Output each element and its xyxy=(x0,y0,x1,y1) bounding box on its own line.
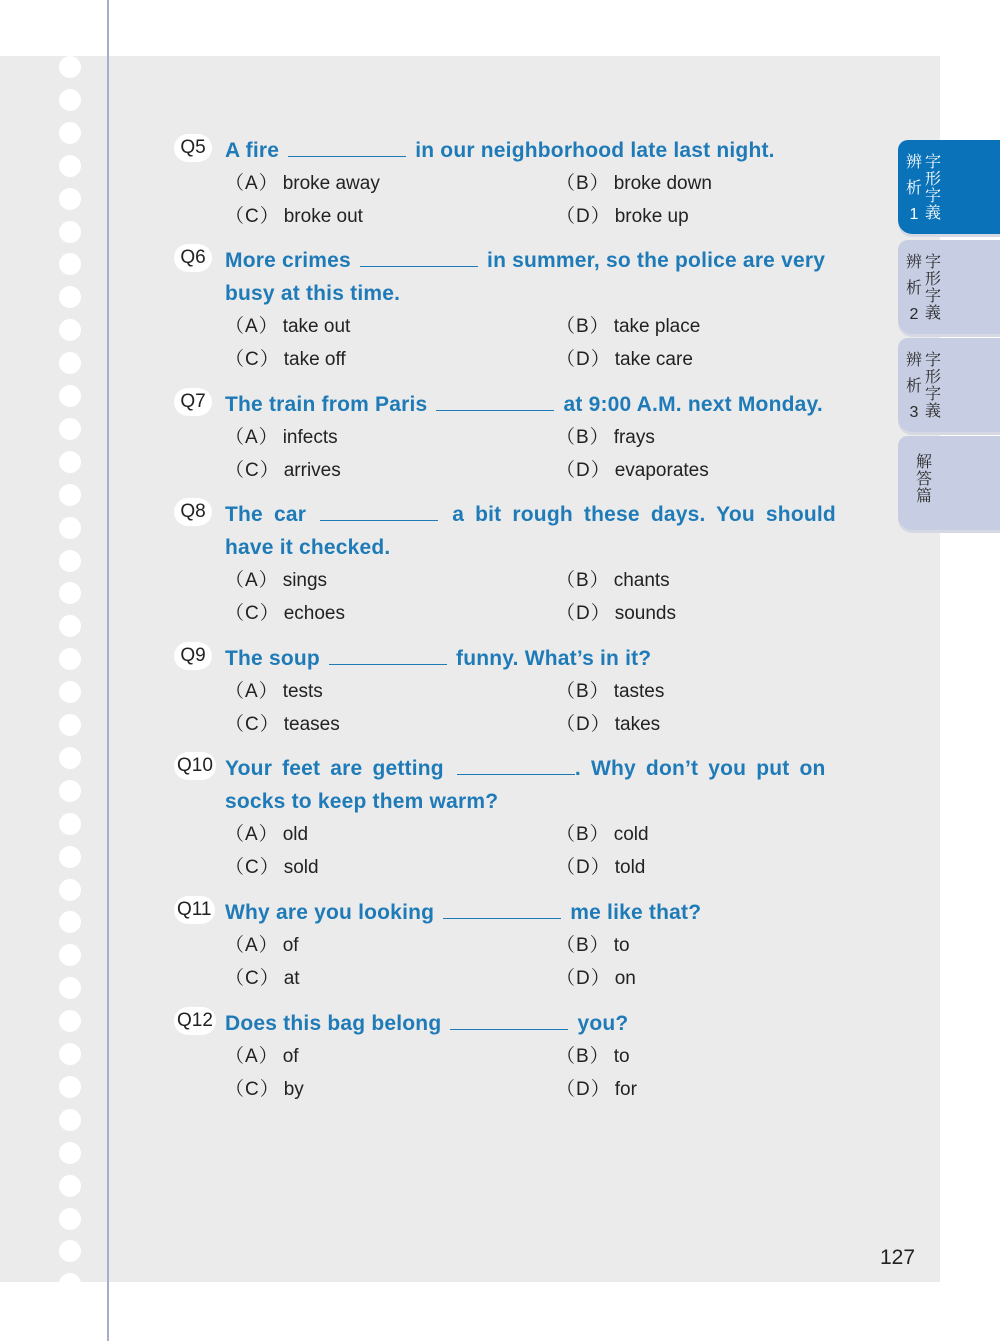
option-letter: （A） xyxy=(225,681,279,702)
option-b[interactable] xyxy=(556,675,856,708)
option-text: told xyxy=(614,857,646,878)
binder-hole xyxy=(59,681,81,703)
binder-hole xyxy=(59,1175,81,1197)
binder-hole xyxy=(59,484,81,506)
stem-before-blank: The train from Paris xyxy=(225,393,428,416)
option-text: to xyxy=(613,935,630,956)
question-number: Q10 xyxy=(174,752,216,780)
option-letter: （A） xyxy=(225,316,279,337)
option-letter: （D） xyxy=(556,349,611,370)
binder-hole xyxy=(59,977,81,999)
tab-col2-char3: 字 xyxy=(924,288,941,305)
binder-hole xyxy=(59,1109,81,1131)
option-letter: （B） xyxy=(556,427,610,448)
margin-line xyxy=(107,0,109,1341)
option-letter: （C） xyxy=(225,1079,280,1100)
binder-hole xyxy=(59,846,81,868)
binder-hole xyxy=(59,780,81,802)
options-grid xyxy=(225,1040,884,1106)
binder-hole xyxy=(59,122,81,144)
binder-hole xyxy=(59,517,81,539)
stem-after-blank: in summer, so the police are very xyxy=(487,249,826,272)
tab-answers[interactable] xyxy=(898,436,1000,530)
option-text: to xyxy=(613,1046,630,1067)
stem-before-blank: Why are you looking xyxy=(225,901,435,924)
option-letter: （D） xyxy=(556,968,611,989)
option-letter: （C） xyxy=(225,349,280,370)
binder-hole xyxy=(59,911,81,933)
option-letter: （B） xyxy=(556,1046,610,1067)
question-q9 xyxy=(174,642,884,741)
question-q6 xyxy=(174,244,884,376)
option-text: take care xyxy=(614,349,693,370)
option-letter: （C） xyxy=(225,460,280,481)
question-stem xyxy=(225,642,884,675)
binder-hole xyxy=(59,1273,81,1295)
tab-col2-char2: 形 xyxy=(924,369,941,386)
option-d[interactable] xyxy=(556,708,856,741)
tab-col1-char1: 辨 xyxy=(905,154,922,171)
tab-col2-char2: 形 xyxy=(924,271,941,288)
answer-blank xyxy=(320,504,438,521)
question-stem xyxy=(225,1007,884,1040)
binder-hole xyxy=(59,418,81,440)
question-stem xyxy=(225,752,884,785)
option-text: cold xyxy=(613,824,649,845)
answer-blank xyxy=(288,140,406,157)
option-a[interactable] xyxy=(225,310,556,343)
option-b[interactable] xyxy=(556,929,856,962)
stem-after-blank: me like that? xyxy=(570,901,702,924)
tab-col2-char1: 字 xyxy=(924,254,941,271)
question-q7 xyxy=(174,388,884,487)
option-text: echoes xyxy=(283,603,346,624)
binder-hole xyxy=(59,1208,81,1230)
stem-before-blank: Your feet are getting xyxy=(225,757,444,780)
question-number: Q11 xyxy=(174,896,215,924)
question-q8 xyxy=(174,498,884,630)
binder-hole xyxy=(59,714,81,736)
option-c[interactable] xyxy=(225,454,556,487)
option-text: infects xyxy=(282,427,338,448)
option-letter: （C） xyxy=(225,603,280,624)
question-q5 xyxy=(174,134,884,233)
binder-holes xyxy=(59,56,83,1286)
options-grid xyxy=(225,818,884,884)
tab-col1-char2: 析 xyxy=(905,378,922,395)
tab-col1-char2: 析 xyxy=(905,180,922,197)
option-text: broke away xyxy=(282,173,380,194)
option-letter: （C） xyxy=(225,857,280,878)
question-stem xyxy=(225,896,884,929)
stem-after-blank: in our neighborhood late last night. xyxy=(415,139,775,162)
stem-before-blank: A fire xyxy=(225,139,280,162)
options-grid xyxy=(225,675,884,741)
option-c[interactable] xyxy=(225,343,556,376)
binder-hole xyxy=(59,813,81,835)
options-grid xyxy=(225,310,884,376)
option-text: chants xyxy=(613,570,670,591)
tab-section-1[interactable] xyxy=(898,140,1000,234)
option-text: sounds xyxy=(614,603,677,624)
binder-hole xyxy=(59,155,81,177)
answer-blank xyxy=(360,250,478,267)
binder-hole xyxy=(59,319,81,341)
tab-col2-char1: 字 xyxy=(924,352,941,369)
binder-hole xyxy=(59,56,81,78)
tab-col2-char3: 字 xyxy=(924,386,941,403)
option-letter: （A） xyxy=(225,427,279,448)
stem-before-blank: More crimes xyxy=(225,249,351,272)
option-c[interactable] xyxy=(225,200,556,233)
question-q11 xyxy=(174,896,884,995)
question-number: Q9 xyxy=(174,642,212,670)
stem-after-blank: funny. What’s in it? xyxy=(456,647,652,670)
stem-after-blank: at 9:00 A.M. next Monday. xyxy=(563,393,823,416)
option-text: for xyxy=(614,1079,637,1100)
option-letter: （D） xyxy=(556,857,611,878)
option-d[interactable] xyxy=(556,962,856,995)
stem-before-blank: The car xyxy=(225,503,307,526)
tab-col1-char2: 析 xyxy=(905,280,922,297)
option-letter: （C） xyxy=(225,206,280,227)
tab-answers-char2: 答 xyxy=(915,471,932,488)
option-letter: （C） xyxy=(225,714,280,735)
option-text: takes xyxy=(614,714,661,735)
option-a[interactable] xyxy=(225,818,556,851)
stem-after-blank: a bit rough these days. You should xyxy=(452,503,836,526)
answer-blank xyxy=(457,758,575,775)
stem-after-blank: . Why don’t you put on xyxy=(574,757,826,780)
option-letter: （B） xyxy=(556,316,610,337)
option-text: teases xyxy=(283,714,340,735)
binder-hole xyxy=(59,286,81,308)
stem-before-blank: Does this bag belong xyxy=(225,1012,442,1035)
option-text: take out xyxy=(282,316,351,337)
option-letter: （B） xyxy=(556,935,610,956)
question-stem-line2: have it checked. xyxy=(225,536,391,559)
question-number: Q5 xyxy=(174,134,212,162)
stem-after-blank: you? xyxy=(577,1012,629,1035)
option-text: take off xyxy=(283,349,346,370)
option-a[interactable] xyxy=(225,564,556,597)
option-b[interactable] xyxy=(556,1040,856,1073)
option-letter: （A） xyxy=(225,1046,279,1067)
binder-hole xyxy=(59,944,81,966)
question-stem-line2: busy at this time. xyxy=(225,282,401,305)
tab-number: 1 xyxy=(909,206,919,223)
binder-hole xyxy=(59,1142,81,1164)
binder-hole xyxy=(59,747,81,769)
option-a[interactable] xyxy=(225,1040,556,1073)
option-c[interactable] xyxy=(225,851,556,884)
option-letter: （D） xyxy=(556,714,611,735)
question-q12 xyxy=(174,1007,884,1106)
option-text: broke up xyxy=(614,206,689,227)
tab-col2-char3: 字 xyxy=(924,188,941,205)
option-letter: （A） xyxy=(225,824,279,845)
tab-answers-char3: 篇 xyxy=(915,488,932,505)
option-text: take place xyxy=(613,316,701,337)
option-text: sings xyxy=(282,570,328,591)
option-d[interactable] xyxy=(556,454,856,487)
option-letter: （A） xyxy=(225,935,279,956)
option-letter: （D） xyxy=(556,603,611,624)
tab-section-2[interactable] xyxy=(898,240,1000,334)
tab-number: 3 xyxy=(909,404,919,421)
tab-section-3[interactable] xyxy=(898,338,1000,432)
option-letter: （D） xyxy=(556,1079,611,1100)
binder-hole xyxy=(59,1076,81,1098)
binder-hole xyxy=(59,352,81,374)
question-number: Q12 xyxy=(174,1007,216,1035)
binder-hole xyxy=(59,385,81,407)
stem-before-blank: The soup xyxy=(225,647,320,670)
tab-col2-char4: 義 xyxy=(924,305,941,322)
option-c[interactable] xyxy=(225,597,556,630)
option-a[interactable] xyxy=(225,675,556,708)
question-number: Q8 xyxy=(174,498,212,526)
question-number: Q7 xyxy=(174,388,212,416)
option-c[interactable] xyxy=(225,1073,556,1106)
question-q10 xyxy=(174,752,884,884)
option-text: arrives xyxy=(283,460,341,481)
tab-col1-char1: 辨 xyxy=(905,254,922,271)
answer-blank xyxy=(450,1013,568,1030)
binder-hole xyxy=(59,188,81,210)
binder-hole xyxy=(59,89,81,111)
tab-answers-char1: 解 xyxy=(915,454,932,471)
option-b[interactable] xyxy=(556,564,856,597)
option-text: of xyxy=(282,935,299,956)
option-text: evaporates xyxy=(614,460,709,481)
option-b[interactable] xyxy=(556,167,856,200)
binder-hole xyxy=(59,1043,81,1065)
option-text: broke out xyxy=(283,206,363,227)
option-d[interactable] xyxy=(556,597,856,630)
binder-hole xyxy=(59,648,81,670)
option-text: of xyxy=(282,1046,299,1067)
question-number: Q6 xyxy=(174,244,212,272)
question-stem xyxy=(225,388,884,421)
option-letter: （D） xyxy=(556,460,611,481)
option-letter: （B） xyxy=(556,173,610,194)
option-letter: （B） xyxy=(556,570,610,591)
option-b[interactable] xyxy=(556,421,856,454)
option-text: on xyxy=(614,968,636,989)
option-text: sold xyxy=(283,857,319,878)
question-stem-line2: socks to keep them warm? xyxy=(225,790,499,813)
binder-hole xyxy=(59,1010,81,1032)
binder-hole xyxy=(59,1240,81,1262)
option-c[interactable] xyxy=(225,708,556,741)
binder-hole xyxy=(59,582,81,604)
question-stem xyxy=(225,134,884,167)
option-d[interactable] xyxy=(556,200,856,233)
binder-hole xyxy=(59,550,81,572)
answer-blank xyxy=(443,902,561,919)
option-d[interactable] xyxy=(556,343,856,376)
option-letter: （B） xyxy=(556,681,610,702)
tab-number: 2 xyxy=(909,306,919,323)
option-b[interactable] xyxy=(556,310,856,343)
option-a[interactable] xyxy=(225,421,556,454)
option-d[interactable] xyxy=(556,851,856,884)
option-letter: （C） xyxy=(225,968,280,989)
page-number: 127 xyxy=(880,1246,916,1269)
option-text: at xyxy=(283,968,300,989)
option-a[interactable] xyxy=(225,167,556,200)
tab-col2-char2: 形 xyxy=(924,171,941,188)
options-grid xyxy=(225,167,884,233)
option-text: tests xyxy=(282,681,323,702)
tab-col1-char1: 辨 xyxy=(905,352,922,369)
binder-hole xyxy=(59,615,81,637)
binder-hole xyxy=(59,451,81,473)
tab-col2-char4: 義 xyxy=(924,403,941,420)
option-a[interactable] xyxy=(225,929,556,962)
answer-blank xyxy=(329,648,447,665)
option-text: frays xyxy=(613,427,655,448)
option-letter: （A） xyxy=(225,173,279,194)
option-text: old xyxy=(282,824,309,845)
option-c[interactable] xyxy=(225,962,556,995)
option-text: by xyxy=(283,1079,304,1100)
option-text: broke down xyxy=(613,173,712,194)
options-grid xyxy=(225,929,884,995)
option-letter: （A） xyxy=(225,570,279,591)
option-b[interactable] xyxy=(556,818,856,851)
option-letter: （B） xyxy=(556,824,610,845)
tab-col2-char1: 字 xyxy=(924,154,941,171)
option-d[interactable] xyxy=(556,1073,856,1106)
option-letter: （D） xyxy=(556,206,611,227)
answer-blank xyxy=(436,394,554,411)
question-stem xyxy=(225,498,884,531)
options-grid xyxy=(225,564,884,630)
binder-hole xyxy=(59,253,81,275)
option-text: tastes xyxy=(613,681,665,702)
binder-hole xyxy=(59,879,81,901)
question-stem xyxy=(225,244,884,277)
options-grid xyxy=(225,421,884,487)
tab-col2-char4: 義 xyxy=(924,205,941,222)
binder-hole xyxy=(59,221,81,243)
